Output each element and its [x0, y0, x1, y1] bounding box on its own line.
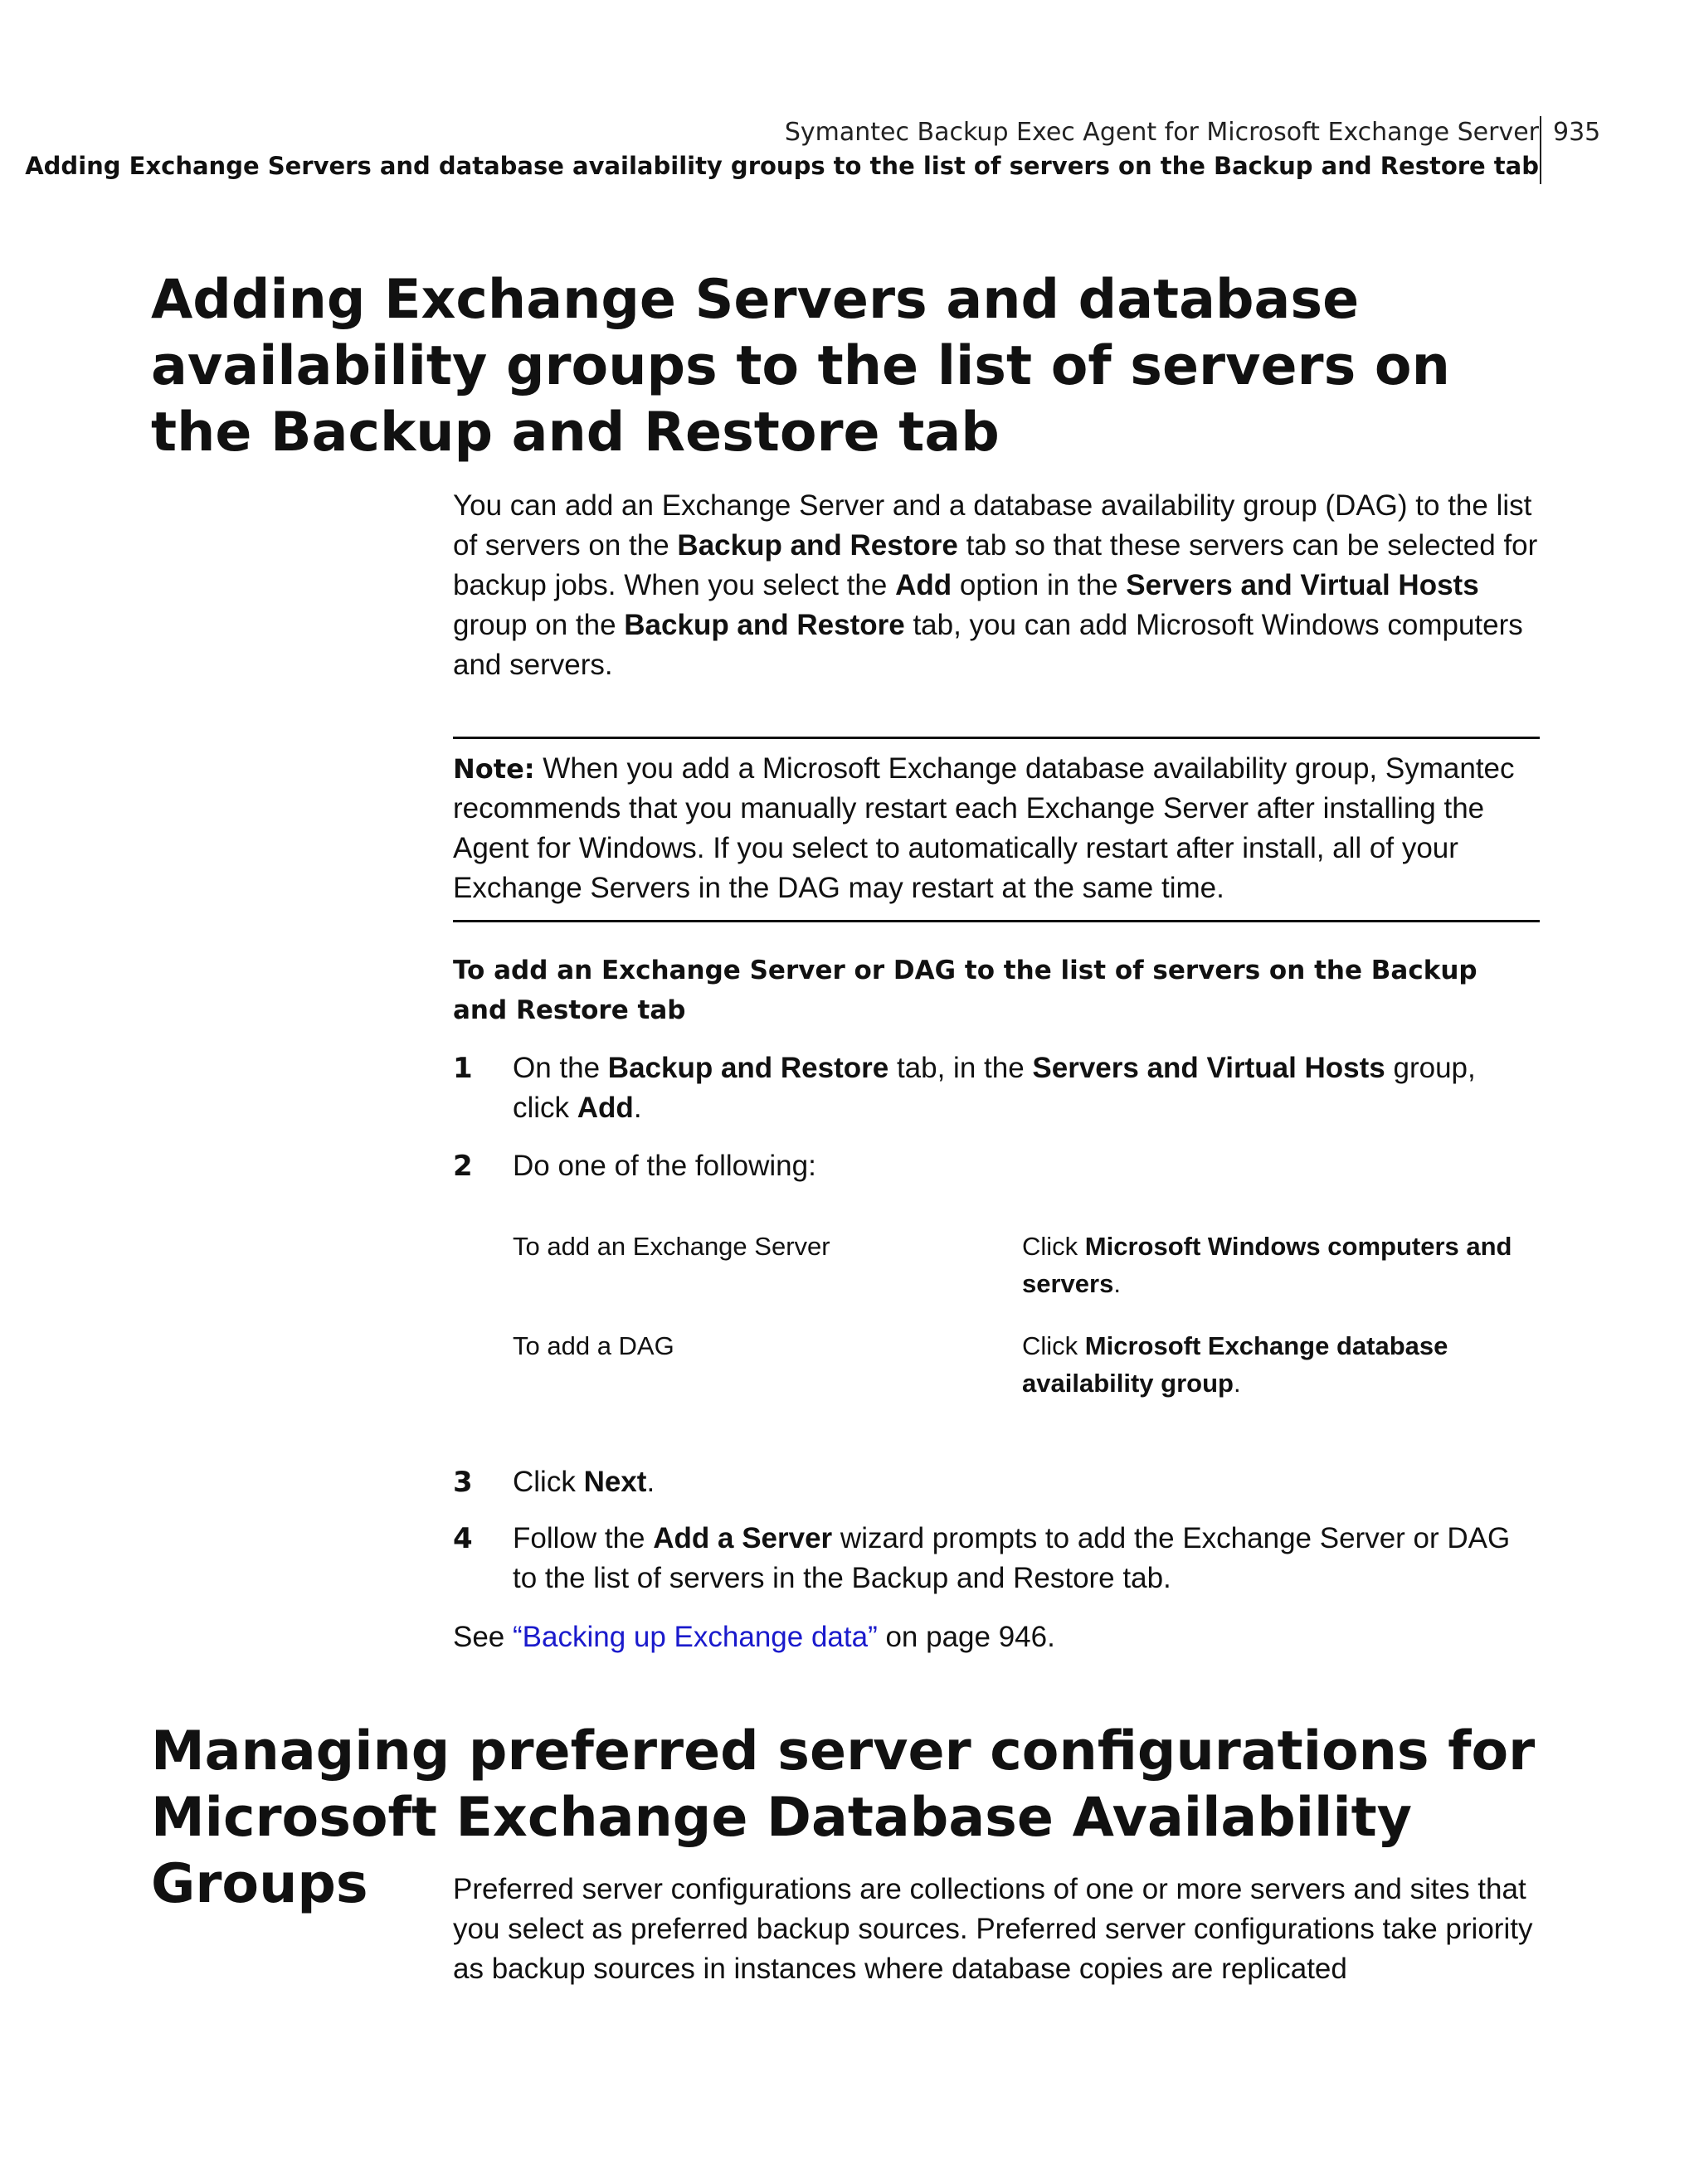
step-2	[453, 1146, 1540, 1186]
cross-reference-link[interactable]: “Backing up Exchange data”	[513, 1621, 878, 1653]
step-1	[453, 1048, 1540, 1128]
step-number: 4	[453, 1522, 473, 1555]
section-heading-adding-exchange: Adding Exchange Servers and database availability groups to the list of servers on the Backup and Restore tab	[151, 269, 1450, 464]
step-number: 3	[453, 1466, 473, 1499]
step-4	[453, 1519, 1540, 1598]
header-chapter: Symantec Backup Exec Agent for Microsoft Exchange Server	[784, 118, 1539, 147]
step-3	[453, 1462, 1540, 1502]
step-number: 2	[453, 1150, 473, 1183]
step-text: Do one of the following:	[513, 1150, 816, 1182]
step-text: On the Backup and Restore tab, in the Servers and Virtual Hosts group, click Add.	[513, 1052, 1476, 1124]
see-also: See “Backing up Exchange data” on page 946.	[453, 1621, 1055, 1653]
option-action: Click Microsoft Windows computers and servers.	[1022, 1232, 1512, 1298]
running-header	[25, 116, 1539, 182]
step-text: Click Next.	[513, 1466, 655, 1498]
intro-paragraph: You can add an Exchange Server and a database availability group (DAG) to the list of servers on the Backup and Restore tab so that these servers can be selected for backup jobs. When you select the Add option in the Servers and Virtual Hosts group on the Backup and Restore tab, you can add Microsoft Windows computers and servers.	[453, 489, 1538, 681]
option-action: Click Microsoft Exchange database availability group.	[1022, 1331, 1448, 1398]
header-divider	[1540, 116, 1541, 184]
section2-paragraph: Preferred server configurations are collections of one or more servers and sites that you select as preferred backup sources. Preferred server configurations take priority as backup sources in instances where database copies are replicated	[453, 1873, 1533, 1985]
page-number: 935	[1553, 118, 1601, 147]
section-heading-managing-preferred: Managing preferred server configurations for Microsoft Exchange Database Availability Groups	[151, 1720, 1536, 1915]
option-condition: To add a DAG	[513, 1331, 674, 1360]
header-section: Adding Exchange Servers and database availability groups to the list of servers on the Backup and Restore tab	[25, 152, 1539, 180]
procedure-title: To add an Exchange Server or DAG to the list of servers on the Backup and Restore tab	[453, 956, 1477, 1025]
step-number: 1	[453, 1052, 473, 1085]
option-condition: To add an Exchange Server	[513, 1232, 830, 1261]
note-label: Note:	[453, 753, 535, 785]
note-box	[453, 737, 1540, 922]
step-text: Follow the Add a Server wizard prompts to add the Exchange Server or DAG to the list of servers in the Backup and Restore tab.	[513, 1522, 1511, 1594]
note-text: When you add a Microsoft Exchange database availability group, Symantec recommends that you manually restart each Exchange Server after installing the Agent for Windows. If you select to automatically restart after install, all of your Exchange Servers in the DAG may restart at the same time.	[453, 752, 1515, 904]
